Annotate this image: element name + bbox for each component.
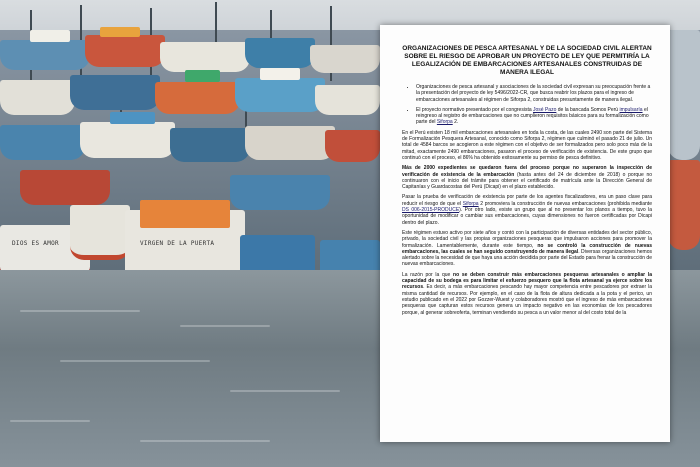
siforpa-highlight: Siforpa xyxy=(436,119,453,126)
paragraph: Pasar la prueba de verificación de existencia por parte de los agentes fiscalizadores, era un paso clave para reducir el riesgo de que el Siforpa 2 promoviera la construcción de nuevas embarcaciones (prohibida mediante DS 006-2015-PRODUCE). Por otro lado, existe un grupo que al no presentar los planos a tiempo, tuvo la oportunidad de modificar o cambiar sus embarcaciones, cuyas dimensiones no fueron certificadas por Dicapi dentro del plazo. xyxy=(402,194,652,226)
paragraph: En el Perú existen 18 mil embarcaciones artesanales en toda la costa, de las cuales 2490 son parte del Sistema de Formalización Pesquera Artesanal, conocido como Siforpa 2, régimen que culminó el pasado 21 de julio. Un total de 4584 barcos se acogieron a este régimen con el objetivo de ser formalizados pero solo poco más de la mitad, exactamente 2490 embarcaciones, pasaron el proceso de verificación de existencia. De este grupo que continuó con el proceso, el 86% ha obtenido exitosamente su permiso de pesca definitivo. xyxy=(402,129,652,161)
hull-label: DIOS ES AMOR xyxy=(12,240,59,247)
press-release-sheet xyxy=(380,25,670,442)
paragraph: Este régimen estuvo activo por siete años y contó con la participación de diversas entidades del sector público, privado, la sociedad civil y las propias organizaciones pesqueras que impulsaron acciones para promover la formalización. Lamentablemente, durante este tiempo, no se controló la construcción de nuevas embarcaciones, las cuales se han seguido construyendo de manera ilegal. Diversas organizaciones hemos alertado sobre la necesidad de que haya una acción decidida por parte del Estado para frenar la construcción de nuevas embarcaciones. xyxy=(402,229,652,268)
decree-highlight: DS 006-2015-PRODUCE xyxy=(402,207,460,214)
bold-text: no se deben construir más embarcaciones pesqueras artesanales o ampliar la capacidad de su bodega es para limitar el esfuerzo pesquero que la flota artesanal ya ejerce sobre los recursos xyxy=(402,271,652,291)
name-highlight: José Pazo xyxy=(533,106,557,113)
paragraph: La razón por la que no se deben construir más embarcaciones pesqueras artesanales o ampliar la capacidad de su bodega es para limitar el esfuerzo pesquero que la flota artesanal ya ejerce sobre los recursos. Es decir, a más embarcaciones pescando hay mayor competencia entre pescadores por extraer la misma cantidad de recursos. Por ejemplo, en el caso de la flota de altura dedicada a la pota y el perico, un estudio publicado en el 2022 por Gozzer-Wuest y colaboradores mostró que el ingreso de más embarcaciones pesqueras que capturan estos recursos genera un impacto negativo en las economías de los pescadores porque, al generar sobreoferta, terminan vendiendo su pesca a un valor menor al del costo total de la xyxy=(402,271,652,316)
summary-bullet: • Organizaciones de pesca artesanal y asociaciones de la sociedad civil expresan su preocupación frente a la presentación del proyecto de ley 5496/2022-CR, que busca reabrir los plazos para el ingreso de embarcaciones artesanales al régimen de Siforpa 2, construidas presuntamente de manera ilegal. xyxy=(416,84,652,103)
summary-bullet: • El proyecto normativo presentado por el congresista José Pazo de la bancada Somos Perú impulsaría el reingreso al registro de embarcaciones que no cumplieron requisitos básicos para su formalización como parte del Siforpa 2. xyxy=(416,107,652,126)
summary-bullets xyxy=(402,84,652,126)
document-title: ORGANIZACIONES DE PESCA ARTESANAL Y DE LA SOCIEDAD CIVIL ALERTAN SOBRE EL RIESGO DE APROBAR UN PROYECTO DE LEY QUE PERMITIRÍA LA LEGALIZACIÓN DE EMBARCACIONES ARTESANALES CONSTRUIDAS DE MANERA ILEGAL xyxy=(402,45,652,76)
bold-text: no se controló la construcción de nuevas embarcaciones, las cuales se han seguido construyendo de manera ilegal xyxy=(402,242,652,255)
hull-label: VIRGEN DE LA PUERTA xyxy=(140,240,215,247)
paragraph: Más de 2000 expedientes se quedaron fuera del proceso porque no superaron la inspección de verificación de existencia de la embarcación (hasta antes del 24 de diciembre de 2018) o porque no continuaron con el inicio del trámite para obtener el certificado de matrícula ante la Dirección General de Capitanías y Guardacostas del Perú (Dicapi) en el plazo establecido. xyxy=(402,165,652,191)
word-highlight: impulsaría xyxy=(619,106,643,113)
siforpa-highlight: Siforpa xyxy=(462,200,479,207)
bold-text: Más de 2000 expedientes se quedaron fuera del proceso porque no superaron la inspección de verificación de existencia de la embarcación xyxy=(402,165,652,178)
